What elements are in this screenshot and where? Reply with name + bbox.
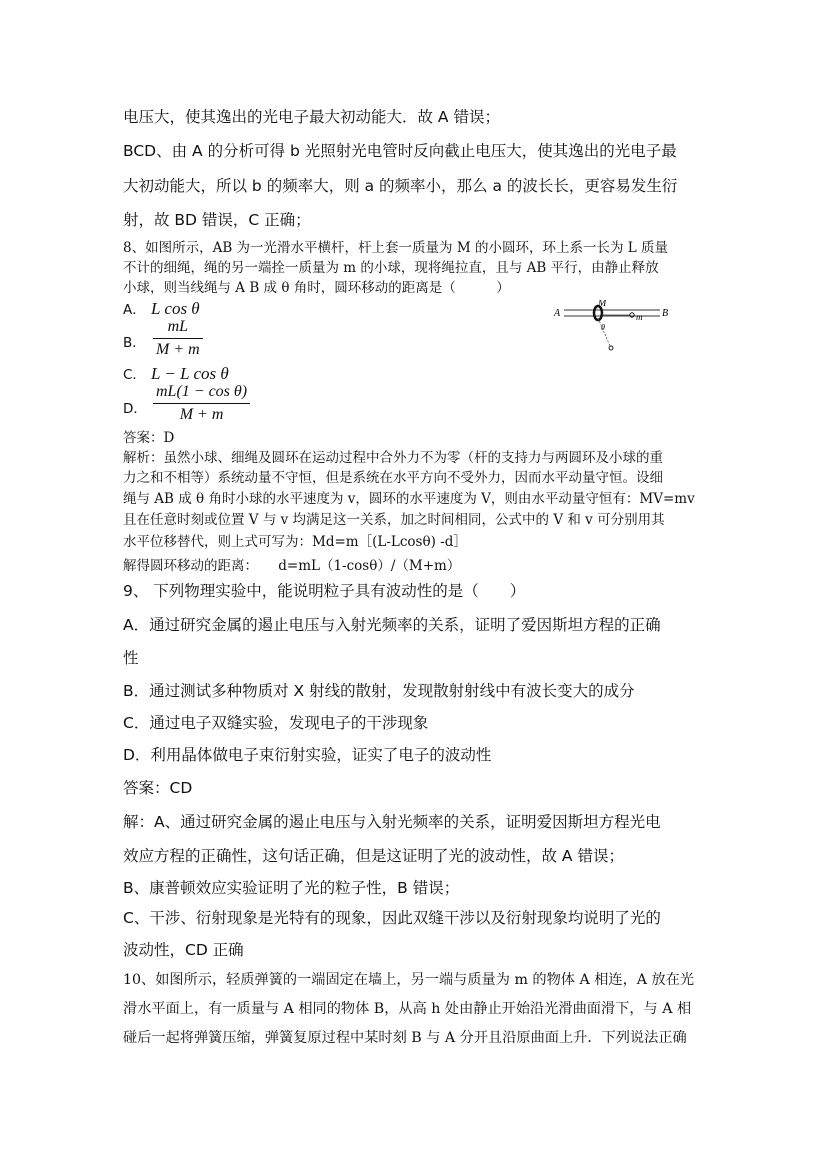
q8-option-d-label: D． bbox=[123, 401, 147, 417]
q8-option-b-label: B． bbox=[123, 335, 146, 351]
q8-option-a bbox=[123, 298, 200, 319]
fraction-bar bbox=[153, 338, 203, 339]
q8-option-b-denominator: M + m bbox=[156, 341, 200, 358]
q8-ring-rod-figure bbox=[552, 300, 684, 356]
q8-option-a-formula: L cos θ bbox=[151, 299, 200, 318]
q10-stem-2: 滑水平面上，有一质量与 A 相同的物体 B，从高 h 处由静止开始沿光滑曲面滑下，与 A 相 bbox=[123, 1001, 692, 1017]
q8-option-b-fraction bbox=[153, 318, 203, 359]
prev-line-1: 电压大，使其逸出的光电子最大初动能大．故 A 错误； bbox=[123, 108, 500, 126]
q8-option-d-fraction bbox=[153, 383, 250, 424]
fig-label-a: A bbox=[554, 308, 561, 319]
q8-option-a-label: A． bbox=[123, 302, 146, 318]
q9-solution-4: C、干涉、衍射现象是光特有的现象，因此双缝干涉以及衍射现象均说明了光的 bbox=[123, 909, 661, 927]
q8-option-c-label: C． bbox=[123, 367, 146, 383]
fraction-bar bbox=[153, 403, 250, 404]
q8-option-b-numerator: mL bbox=[167, 318, 189, 335]
q8-stem-1: 8、如图所示，AB 为一光滑水平横杆，杆上套一质量为 M 的小圆环，环上系一长为 L 质量 bbox=[123, 240, 669, 256]
q9-option-a-line-1: A．通过研究金属的遏止电压与入射光频率的关系，证明了爱因斯坦方程的正确 bbox=[123, 616, 661, 634]
q9-solution-3: B、康普顿效应实验证明了光的粒子性，B 错误； bbox=[123, 879, 460, 897]
q9-solution-5: 波动性，CD 正确 bbox=[123, 941, 244, 959]
q8-stem-2: 不计的细绳，绳的另一端拴一质量为 m 的小球，现将绳拉直，且与 AB 平行，由静止释放 bbox=[123, 260, 659, 276]
q8-explanation-5: 水平位移替代，则上式可写为：Md=m［(L-Lcosθ) -d］ bbox=[123, 534, 467, 550]
q8-answer: 答案：D bbox=[123, 430, 175, 446]
q10-stem-3: 碰后一起将弹簧压缩，弹簧复原过程中某时刻 B 与 A 分开且沿原曲面上升．下列说法正确 bbox=[123, 1030, 687, 1046]
q8-option-d-numerator: mL(1 − cos θ) bbox=[156, 383, 248, 400]
q9-option-a-line-2: 性 bbox=[123, 649, 139, 667]
q8-explanation-2: 力之和不相等）系统动量不守恒，但是系统在水平方向不受外力，因而水平动量守恒。设细 bbox=[123, 470, 663, 486]
fig-label-theta: θ bbox=[601, 323, 605, 332]
q8-explanation-1: 解析：虽然小球、细绳及圆环在运动过程中合外力不为零（杆的支持力与两圆环及小球的重 bbox=[123, 450, 663, 466]
q10-stem-1: 10、如图所示，轻质弹簧的一端固定在墙上，另一端与质量为 m 的物体 A 相连，A 放在光 bbox=[123, 972, 695, 988]
q9-solution-2: 效应方程的正确性，这句话正确，但是这证明了光的波动性，故 A 错误； bbox=[123, 847, 624, 865]
q9-option-c: C．通过电子双缝实验，发现电子的干涉现象 bbox=[123, 714, 429, 732]
prev-line-2: BCD、由 A 的分析可得 b 光照射光电管时反向截止电压大，使其逸出的光电子最 bbox=[123, 142, 677, 160]
q8-option-c-formula: L − L cos θ bbox=[151, 364, 229, 383]
q8-explanation-6: 解得圆环移动的距离： d=mL（1-cosθ）/（M+m） bbox=[123, 558, 461, 574]
fig-label-big-m: M bbox=[598, 300, 607, 309]
ball-icon bbox=[630, 313, 634, 317]
fig-label-b: B bbox=[662, 308, 669, 319]
ball-lower-icon bbox=[609, 346, 613, 350]
q9-option-d: D．利用晶体做电子束衍射实验，证实了电子的波动性 bbox=[123, 746, 492, 764]
q9-stem: 9、 下列物理实验中，能说明粒子具有波动性的是（ ） bbox=[123, 582, 526, 600]
prev-line-4: 射，故 BD 错误，C 正确； bbox=[123, 211, 311, 229]
q8-stem-3: 小球，则当线绳与 A B 成 θ 角时，圆环移动的距离是（ ） bbox=[123, 280, 510, 296]
q8-explanation-4: 且在任意时刻或位置 V 与 v 均满足这一关系，加之时间相同，公式中的 V 和 v 可分别用其 bbox=[123, 512, 665, 528]
q9-answer: 答案：CD bbox=[123, 779, 193, 797]
prev-line-3: 大初动能大，所以 b 的频率大，则 a 的频率小，那么 a 的波长长，更容易发生衍 bbox=[123, 177, 678, 195]
q8-option-c bbox=[123, 363, 229, 384]
q9-solution-1: 解：A、通过研究金属的遏止电压与入射光频率的关系，证明爱因斯坦方程光电 bbox=[123, 813, 661, 831]
q8-explanation-3: 绳与 AB 成 θ 角时小球的水平速度为 v，圆环的水平速度为 V，则由水平动量守恒有：MV=mv bbox=[123, 491, 695, 507]
q9-option-b: B．通过测试多种物质对 X 射线的散射，发现散射射线中有波长变大的成分 bbox=[123, 682, 635, 700]
fig-label-small-m: m bbox=[636, 312, 643, 322]
q8-option-d-denominator: M + m bbox=[179, 406, 224, 423]
